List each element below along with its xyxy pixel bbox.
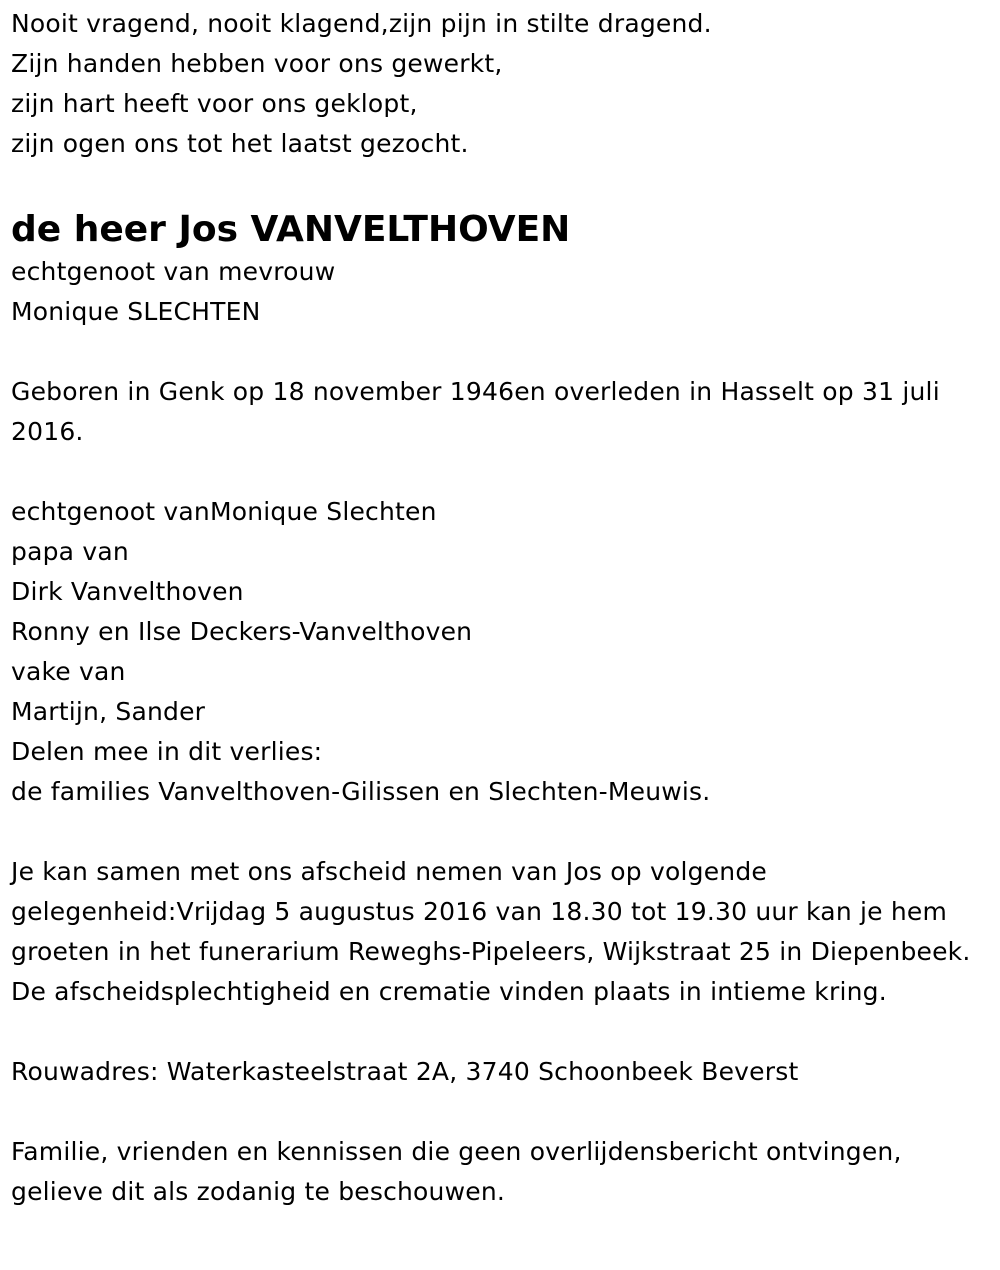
poem bbox=[11, 4, 991, 164]
family-line: Dirk Vanvelthoven bbox=[11, 577, 244, 606]
spacer bbox=[11, 812, 991, 852]
poem-line: zijn ogen ons tot het laatst gezocht. bbox=[11, 129, 469, 158]
family-line: Martijn, Sander bbox=[11, 697, 206, 726]
deceased-name: de heer Jos VANVELTHOVEN bbox=[11, 209, 571, 250]
spacer bbox=[11, 1092, 991, 1132]
ceremony-text: De afscheidsplechtigheid en crematie vinden plaats in intieme kring. bbox=[11, 977, 887, 1006]
birth-death-text: Geboren in Genk op 18 november 1946en overleden in Hasselt op 31 juli 2016. bbox=[11, 377, 940, 446]
poem-line: Zijn handen hebben voor ons gewerkt, bbox=[11, 49, 503, 78]
family-line: papa van bbox=[11, 537, 129, 566]
family-line: echtgenoot vanMonique Slechten bbox=[11, 497, 437, 526]
family-line: vake van bbox=[11, 657, 126, 686]
spouse-line: echtgenoot van mevrouw bbox=[11, 257, 336, 286]
spacer bbox=[11, 452, 991, 492]
spacer bbox=[11, 1012, 991, 1052]
family-line: Delen mee in dit verlies: bbox=[11, 737, 323, 766]
closing-text: Familie, vrienden en kennissen die geen overlijdensbericht ontvingen, gelieve dit als zodanig te beschouwen. bbox=[11, 1137, 902, 1206]
spacer bbox=[11, 332, 991, 372]
farewell-text: Je kan samen met ons afscheid nemen van Jos op volgende gelegenheid:Vrijdag 5 augustus 2016 van 18.30 tot 19.30 uur kan je hem groeten in het funerarium Reweghs-Pipeleers, Wijkstraat 25 in Diepenbeek. bbox=[11, 857, 971, 966]
family-line: de families Vanvelthoven-Gilissen en Slechten-Meuwis. bbox=[11, 777, 711, 806]
family-line: Ronny en Ilse Deckers-Vanvelthoven bbox=[11, 617, 473, 646]
poem-line: Nooit vragend, nooit klagend,zijn pijn in stilte dragend. bbox=[11, 9, 712, 38]
address-text: Rouwadres: Waterkasteelstraat 2A, 3740 Schoonbeek Beverst bbox=[11, 1057, 799, 1086]
obituary-document bbox=[11, 4, 991, 1212]
spouse-name: Monique SLECHTEN bbox=[11, 297, 261, 326]
spacer bbox=[11, 164, 991, 208]
family-list bbox=[11, 492, 991, 812]
poem-line: zijn hart heeft voor ons geklopt, bbox=[11, 89, 418, 118]
